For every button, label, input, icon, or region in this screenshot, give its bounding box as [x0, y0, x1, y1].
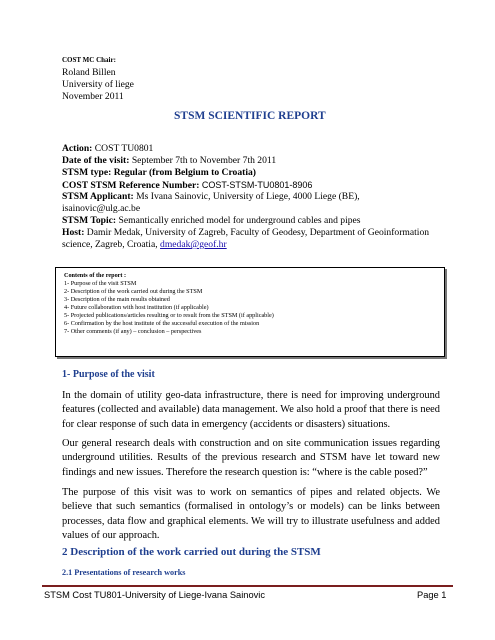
applicant-value: Ms Ivana Sainovic, University of Liege, 4000 Liege (BE), — [136, 191, 360, 202]
host-line-2 — [62, 239, 227, 251]
contents-item: 4- Future collaboration with host institution (if applicable) — [64, 304, 209, 311]
section-2-heading: 2 Description of the work carried out during the STSM — [62, 546, 321, 558]
reference-label: COST STSM Reference Number: — [62, 180, 200, 191]
action-value: COST TU0801 — [94, 143, 154, 154]
footer-text: STSM Cost TU801-University of Liege-Ivana Sainovic — [44, 590, 265, 600]
chair-name: Roland Billen — [62, 67, 116, 78]
section-2-1-heading: 2.1 Presentations of research works — [62, 568, 186, 577]
action-line — [62, 143, 153, 155]
topic-line — [62, 215, 361, 227]
type-label: STSM type: — [62, 167, 112, 178]
visit-line — [62, 155, 276, 167]
section-1-paragraph-3: The purpose of this visit was to work on semantics of pipes and related objects. We believe that such semantics (formalised in ontology’s or models) can be links between processes, data flow and graphical elements. We will try to illustrate usefulness and added values of our approach. — [62, 487, 440, 542]
page-number: Page 1 — [417, 590, 447, 600]
action-label: Action: — [62, 143, 93, 154]
applicant-label: STSM Applicant: — [62, 191, 134, 202]
visit-value: September 7th to November 7th 2011 — [131, 155, 277, 166]
footer-rule — [42, 585, 453, 587]
contents-heading: Contents of the report : — [64, 272, 127, 279]
contents-box — [55, 267, 445, 357]
contents-item: 5- Projected publications/articles resulting or to result from the STSM (if applicable) — [64, 312, 274, 319]
host-email-link[interactable]: dmedak@geof.hr — [160, 239, 227, 250]
page-title: STSM SCIENTIFIC REPORT — [174, 110, 326, 122]
contents-item: 3- Description of the main results obtained — [64, 296, 170, 303]
applicant-line — [62, 191, 360, 203]
topic-label: STSM Topic: — [62, 215, 117, 226]
host-value: Damir Medak, University of Zagreb, Faculty of Geodesy, Department of Geoinformation — [86, 227, 430, 238]
type-value: Regular (from Belgium to Croatia) — [113, 167, 257, 178]
chair-institution: University of liege — [62, 79, 134, 90]
report-date: November 2011 — [62, 91, 124, 102]
visit-label: Date of the visit: — [62, 155, 130, 166]
section-1-heading: 1- Purpose of the visit — [62, 369, 155, 380]
contents-item: 6- Confirmation by the host institute of the successful execution of the mission — [64, 320, 260, 327]
reference-value: COST-STSM-TU0801-8906 — [201, 180, 313, 190]
contents-item: 2- Description of the work carried out during the STSM — [64, 288, 203, 295]
host-line — [62, 227, 429, 239]
chair-label: COST MC Chair: — [62, 56, 116, 64]
applicant-email: isainovic@ulg.ac.be — [62, 203, 141, 214]
contents-item: 7- Other comments (if any) – conclusion – perspectives — [64, 328, 202, 335]
host-value-2: science, Zagreb, Croatia, — [62, 239, 158, 250]
host-label: Host: — [62, 227, 85, 238]
section-1-paragraph-2: Our general research deals with construction and on site communication issues regarding underground utilities. Results of the previous research and STSM have let toward new findings and new issues. Therefore the research question is: “where is the cable posed?” — [62, 438, 440, 478]
type-line — [62, 167, 256, 179]
topic-value: Semantically enriched model for underground cables and pipes — [118, 215, 361, 226]
contents-item: 1- Purpose of the visit STSM — [64, 280, 137, 287]
section-1-paragraph-1: In the domain of utility geo-data infrastructure, there is need for improving underground features (collected and available) data management. We also hold a proof that there is need for clear response of such data in emergency (accidents or disasters) situations. — [62, 390, 440, 430]
